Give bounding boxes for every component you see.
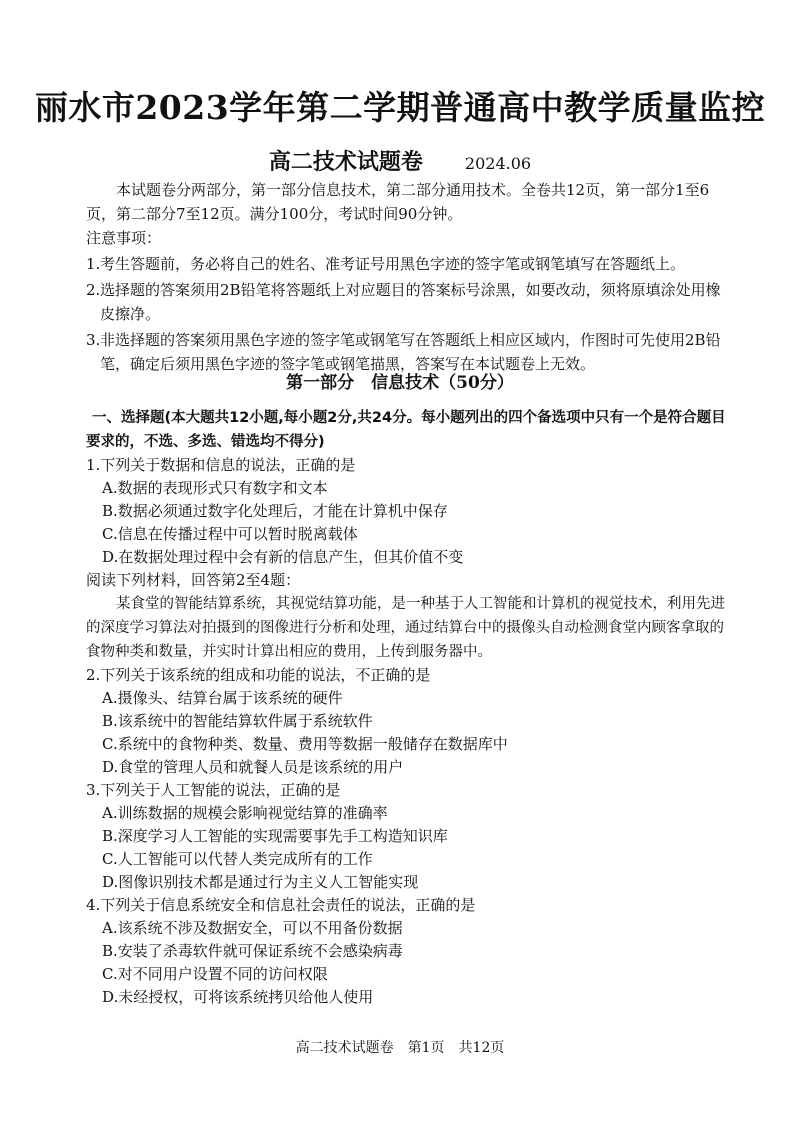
- option: C.信息在传播过程中可以暂时脱离载体: [102, 525, 358, 543]
- question-stem: 3.下列关于人工智能的说法，正确的是: [86, 781, 341, 799]
- page-title: 丽水市2023学年第二学期普通高中教学质量监控: [34, 88, 766, 127]
- notice-item: [86, 328, 726, 376]
- reading-material: 某食堂的智能结算系统，其视觉结算功能，是一种基于人工智能和计算机的视觉技术，利用先进的深度学习算法对拍摄到的图像进行分析和处理，通过结算台中的摄像头自动检测食堂内顾客拿取的食物种类和数量，并实时计算出相应的费用，上传到服务器中。: [86, 596, 725, 660]
- option: D.在数据处理过程中会有新的信息产生，但其价值不变: [102, 548, 464, 566]
- option: A.该系统不涉及数据安全，可以不用备份数据: [102, 919, 403, 937]
- instructions: [86, 178, 726, 376]
- notice-number: 3.: [86, 331, 101, 349]
- option: B.数据必须通过数字化处理后，才能在计算机中保存: [102, 502, 448, 520]
- notice-text: 选择题的答案须用2B铅笔将答题纸上对应题目的答案标号涂黑，如要改动，须将原填涂处用橡皮擦净。: [100, 281, 721, 323]
- notice-number: 2.: [86, 281, 101, 299]
- option: B.该系统中的智能结算软件属于系统软件: [102, 712, 373, 730]
- option: C.人工智能可以代替人类完成所有的工作: [102, 850, 373, 868]
- option: D.食堂的管理人员和就餐人员是该系统的用户: [102, 758, 404, 776]
- notice-text: 考生答题前，务必将自己的姓名、准考证号用黑色字迹的签字笔或钢笔填写在答题纸上。: [100, 255, 686, 273]
- notice-item: [86, 278, 726, 326]
- paper-subtitle: 高二技术试题卷: [268, 149, 423, 175]
- question-stem: 2.下列关于该系统的组成和功能的说法，不正确的是: [86, 666, 431, 684]
- option: A.训练数据的规模会影响视觉结算的准确率: [102, 804, 388, 822]
- option: A.摄像头、结算台属于该系统的硬件: [102, 689, 343, 707]
- question-block: [86, 406, 726, 1009]
- option: B.深度学习人工智能的实现需要事先手工构造知识库: [102, 827, 448, 845]
- option: C.系统中的食物种类、数量、费用等数据一般储存在数据库中: [102, 735, 508, 753]
- footer-paper-name: 高二技术试题卷: [295, 1040, 394, 1056]
- subtitle-row: [0, 148, 800, 178]
- option: B.安装了杀毒软件就可保证系统不会感染病毒: [102, 942, 403, 960]
- option: A.数据的表现形式只有数字和文本: [102, 479, 328, 497]
- section-title: 第一部分 信息技术（50分）: [286, 373, 514, 393]
- choice-section-heading: 一、选择题(本大题共12小题,每小题2分,共24分。每小题列出的四个备选项中只有一个是符合题目要求的，不选、多选、错选均不得分): [86, 410, 726, 450]
- page-footer: [0, 1038, 800, 1058]
- question-stem: 4.下列关于信息系统安全和信息社会责任的说法，正确的是: [86, 896, 476, 914]
- notice-item: [86, 252, 726, 276]
- intro-paragraph: 本试题卷分两部分，第一部分信息技术，第二部分通用技术。全卷共12页，第一部分1至6页，第二部分7至12页。满分100分，考试时间90分钟。: [86, 181, 710, 223]
- footer-page-number: 第1页: [407, 1040, 445, 1056]
- option: C.对不同用户设置不同的访问权限: [102, 965, 328, 983]
- option: D.未经授权，可将该系统拷贝给他人使用: [102, 988, 374, 1006]
- exam-date: 2024.06: [464, 154, 532, 173]
- notice-number: 1.: [86, 255, 101, 273]
- option: D.图像识别技术都是通过行为主义人工智能实现: [102, 873, 419, 891]
- question-stem: 1.下列关于数据和信息的说法，正确的是: [86, 456, 356, 474]
- notice-title: 注意事项：: [86, 229, 162, 247]
- notice-text: 非选择题的答案须用黑色字迹的签字笔或钢笔写在答题纸上相应区域内，作图时可先使用2B铅笔，确定后须用黑色字迹的签字笔或钢笔描黑，答案写在本试题卷上无效。: [100, 331, 721, 373]
- material-intro: 阅读下列材料，回答第2至4题：: [86, 571, 301, 589]
- footer-page-total: 共12页: [458, 1040, 505, 1056]
